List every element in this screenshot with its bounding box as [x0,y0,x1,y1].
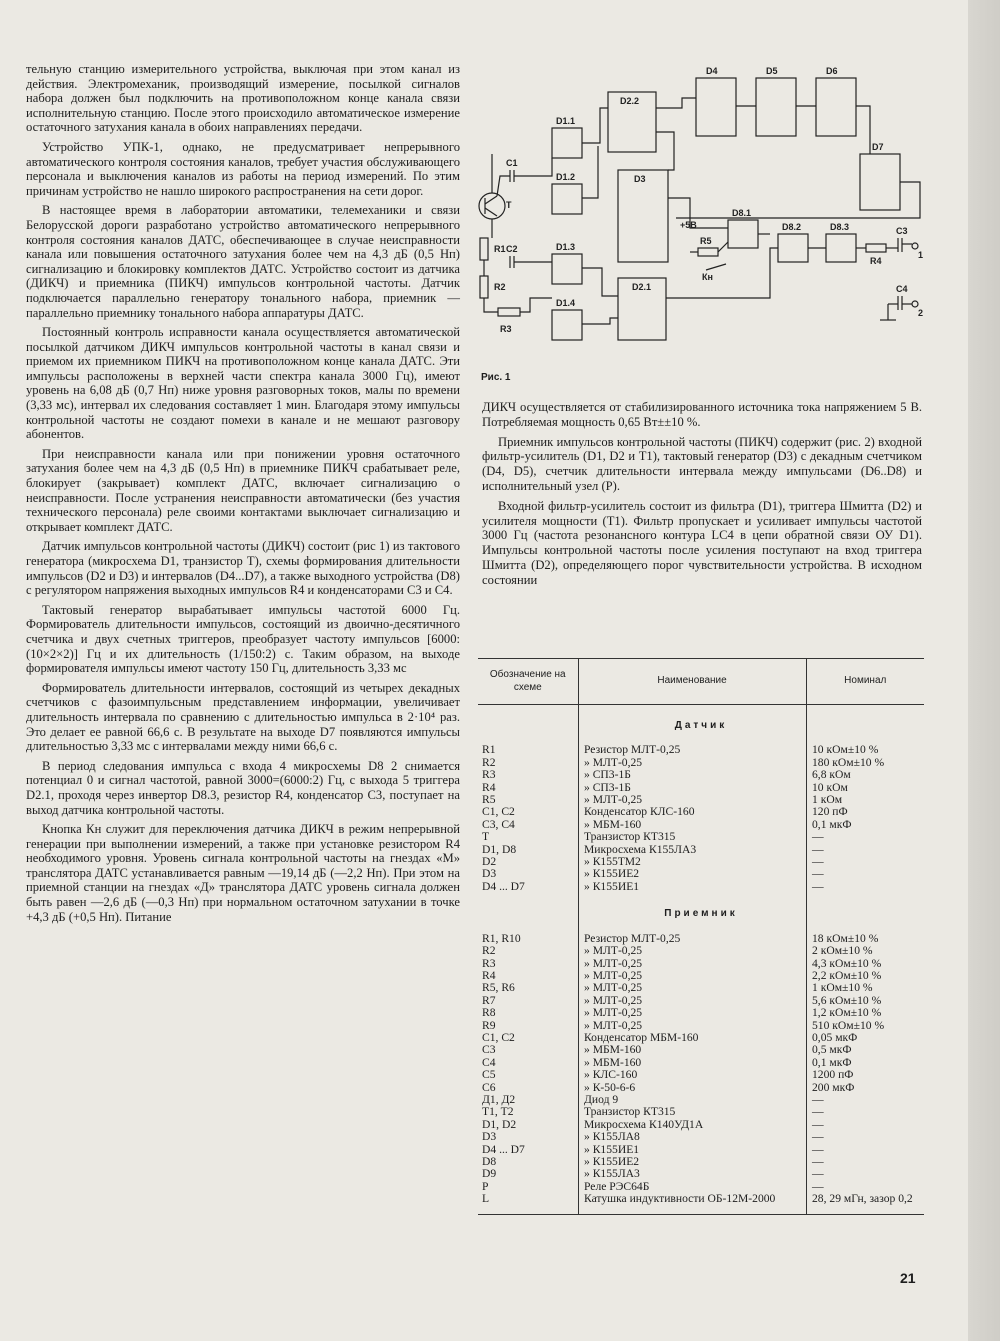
cell-name: » СП3-1Б [584,768,631,782]
cell-name: » МЛТ-0,25 [584,1018,643,1032]
cell-nominal: — [812,842,824,856]
r2-symbol [480,276,488,298]
cell-nominal: 2 кОм±10 % [812,944,873,958]
gate-d83 [826,234,856,262]
table-row [478,1094,924,1106]
cell-name: » МЛТ-0,25 [584,944,643,958]
cell-designation: R5, R6 [482,981,515,995]
cell-designation: R1, R10 [482,931,521,945]
label-d83: D8.3 [830,222,850,232]
right-text-column [482,400,922,593]
table-row [478,945,924,957]
cell-name: Транзистор КТ315 [584,1105,676,1119]
figure-caption: Рис. 1 [481,372,511,383]
table-row [478,1193,924,1205]
label-c3: C3 [896,226,908,236]
cell-nominal: — [812,1179,824,1193]
cell-name: » МЛТ-0,25 [584,793,643,807]
cell-designation: D3 [482,867,497,881]
paragraph: Тактовый генератор вырабатывает импульсы частотой 6000 Гц. Формирователь длительности импульсов, состоящий из двоично-десятичного счетчика и двух счетных триггеров, преобразует частоту импульсов [6000:(10×2×2)] Гц и их длительность (1/150:2) с. Таким образом, на выходе формирователя импульсы имеют частоту 150 Гц, длительность 3,33 мс [26,602,460,676]
cell-nominal: — [812,1142,824,1156]
cell-name: Реле РЭС64Б [584,1179,650,1193]
table-row [478,982,924,994]
cell-name: Микросхема К155ЛА3 [584,842,697,856]
cell-designation: D1, D8 [482,842,517,856]
gate-d82 [778,234,808,262]
label-r5: R5 [700,236,712,246]
cell-nominal: 1 кОм [812,793,843,807]
label-d22: D2.2 [620,96,640,106]
cell-name: » СП3-1Б [584,780,631,794]
cell-nominal: 2,2 кОм±10 % [812,968,882,982]
cell-name: » МБМ-160 [584,1043,642,1057]
label-d5: D5 [766,66,778,76]
counter-d7 [860,154,900,210]
label-r4: R4 [870,256,882,266]
label-d3: D3 [634,174,646,184]
label-r1: R1 [494,244,506,254]
table-row [478,1119,924,1131]
gate-d14 [552,310,582,340]
header-name: Наименование [579,659,807,704]
cell-nominal: — [812,1105,824,1119]
paragraph: Кнопка Кн служит для переключения датчика ДИКЧ в режим непрерывной генерации при выполнении измерений, а также при установке резистором R4 необходимого уровня. Уровень сигнала контрольной частоты на гнездах «М» транслятора ДАТС устанавливается равным —19,14 дБ (—2,2 Нп). При этом на приемной станции на гнездах «Д» транслятора ДАТС уровень сигнала должен быть равен —2,6 дБ (—0,3 Нп) при нормальном остаточном затухании в точке +4,3 дБ (+0,5 Нп). Питание [26,822,460,924]
label-d12: D1.2 [556,172,576,182]
label-d82: D8.2 [782,222,802,232]
cell-nominal: 510 кОм±10 % [812,1018,885,1032]
table-row [478,794,924,806]
cell-designation: R1 [482,743,496,757]
table-row [478,1106,924,1118]
cell-designation: Т [482,830,490,844]
cell-nominal: 1 кОм±10 % [812,981,873,995]
cell-name: Конденсатор КЛС-160 [584,805,695,819]
cell-name: » МБМ-160 [584,817,642,831]
cell-nominal: 0,1 мкФ [812,1055,852,1069]
label-out1: 1 [918,250,924,260]
cell-designation: R3 [482,956,496,970]
paragraph: ДИКЧ осуществляется от стабилизированного источника тока напряжением 5 В. Потребляемая мощность 0,65 Вт±±10 %. [482,400,922,429]
table-row [478,782,924,794]
cell-designation: Р [482,1179,489,1193]
cell-name: » К155ЛА3 [584,1167,640,1181]
table-row [478,757,924,769]
label-d21: D2.1 [632,282,652,292]
table-section-title: Датчик [674,720,728,731]
cell-name: » К155ИЕ1 [584,1142,640,1156]
paragraph: Входной фильтр-усилитель состоит из фильтра (D1), триггера Шмитта (D2) и усилителя мощности (Т1). Фильтр пропускает и усиливает импульсы частотой 3000 Гц (частота резонансного контура LC4 в цепи обратной связи ОУ D1). Импульсы контрольной частоты после усиления поступают на вход триггера Шмитта (D2), определяющего порог чувствительности устройства. В исходном состоянии [482,498,922,587]
r5-symbol [698,248,718,256]
page-edge-shadow [968,0,1000,1341]
label-d81: D8.1 [732,208,752,218]
cell-nominal: 10 кОм±10 % [812,743,879,757]
cell-nominal: 1,2 кОм±10 % [812,1006,882,1020]
cell-nominal: — [812,1167,824,1181]
label-d14: D1.4 [556,298,576,308]
cell-nominal: 0,5 мкФ [812,1043,852,1057]
table-row [478,744,924,756]
cell-designation: R8 [482,1006,496,1020]
cell-designation: R7 [482,993,496,1007]
cell-name: » МЛТ-0,25 [584,981,643,995]
cell-designation: С1, С2 [482,805,515,819]
table-row [478,1144,924,1156]
cell-nominal: 180 кОм±10 % [812,755,885,769]
cell-designation: R5 [482,793,496,807]
label-t: T [506,200,512,210]
circuit-diagram [470,58,940,370]
cell-designation: D9 [482,1167,497,1181]
cell-designation: D4 ... D7 [482,879,525,893]
r4-symbol [866,244,886,252]
counter-d4 [696,78,736,136]
label-d13: D1.3 [556,242,576,252]
table-row [478,1168,924,1180]
cell-nominal: 200 мкФ [812,1080,855,1094]
cell-nominal: 120 пФ [812,805,848,819]
label-c2: C2 [506,244,518,254]
cell-nominal: — [812,867,824,881]
components-table [478,658,924,1215]
page-number: 21 [900,1270,916,1286]
table-row [478,1032,924,1044]
cell-designation: D8 [482,1155,497,1168]
cell-designation: С1, С2 [482,1030,515,1044]
cell-name: » К155ЛА8 [584,1130,640,1144]
cell-designation: D2 [482,855,497,869]
cell-nominal: — [812,1092,824,1106]
table-body [478,705,924,1215]
label-kn: Кн [702,272,713,282]
cell-designation: D4 ... D7 [482,1142,525,1156]
cell-designation: С6 [482,1080,496,1094]
cell-name: » К-50-6-6 [584,1080,636,1094]
cell-nominal: 0,05 мкФ [812,1030,858,1044]
cell-name: » МБМ-160 [584,1055,642,1069]
cell-name: Микросхема К140УД1А [584,1117,704,1131]
header-designation: Обозначение на схеме [478,659,579,704]
table-row [478,868,924,880]
table-row [478,1057,924,1069]
label-out2: 2 [918,308,924,318]
cell-designation: С3 [482,1043,496,1057]
cell-name: Конденсатор МБМ-160 [584,1030,699,1044]
paragraph: При неисправности канала или при понижении уровня остаточного затухания более чем на 4,3 дБ (0,5 Нп) в приемнике ПИКЧ срабатывает реле, блокирует (закрывает) комплект ДАТС, включает сигнализацию о неисправности. После устранения неисправности автоматически (без участия технического персонала) реле своими контактами выключает сигнализацию и открывает комплект ДАТС. [26,446,460,534]
label-r3: R3 [500,324,512,334]
paragraph: Постоянный контроль исправности канала осуществляется автоматической посылкой датчиком ДИКЧ импульсов контрольной частоты в канал связи и приемом их приемником ПИКЧ на противоположном конце канала ДАТС. Эти импульсы расположены в верхней части спектра канала 3000 Гц), имеют уровень на 6,08 дБ (0,7 Нп) ниже уровня разговорных токов, малы по времени (3,33 мс), интервал их следования составляет 1 мин. Благодаря этому импульсы контрольной частоты не создают помехи в канале и не мешают разговору абонентов. [26,325,460,442]
counter-d5 [756,78,796,136]
paragraph: Формирователь длительности интервалов, состоящий из четырех декадных счетчиков с фазоимпульсным представлением информации, увеличивает длительность интервала по сравнению с длительностью импульса в 2·10⁴ раз. Это делает ее равной 66,6 с. В результате на выходе D7 появляются импульсы длительностью 3,33 мс с интервалами между ними 66,6 с. [26,680,460,754]
cell-nominal: 6,8 кОм [812,768,851,782]
table-row [478,769,924,781]
table-row [478,806,924,818]
r3-symbol [498,308,520,316]
table-row [478,1020,924,1032]
cell-nominal: 1200 пФ [812,1068,854,1082]
table-row [478,1156,924,1168]
label-d7: D7 [872,142,884,152]
cell-name: » МЛТ-0,25 [584,993,643,1007]
cell-designation: Д1, Д2 [482,1092,516,1106]
cell-name: » К155ИЕ2 [584,867,640,881]
gate-d13 [552,254,582,284]
label-plus5v: +5В [680,220,697,230]
paragraph: тельную станцию измерительного устройства, выключая при этом канал из действия. Электромеханик, производящий измерение, посылкой сигналов набора должен был подключить на противоположном конце канала связи исполнительную станцию. После этого происходило автоматическое измерение остаточного затухания канала в обоих направлениях передачи. [26,62,460,135]
paragraph: Приемник импульсов контрольной частоты (ПИКЧ) содержит (рис. 2) входной фильтр-усилитель (D1, D2 и Т1), тактовый генератор (D3) с декадным счетчиком (D4, D5), счетчик длительности интервала между импульсами (D6..D8) и исполнительный узел (Р). [482,434,922,493]
counter-d6 [816,78,856,136]
cell-name: Резистор МЛТ-0,25 [584,931,681,945]
table-row [478,1069,924,1081]
label-d11: D1.1 [556,116,576,126]
paragraph: Датчик импульсов контрольной частоты (ДИКЧ) состоит (рис 1) из тактового генератора (микросхема D1, транзистор Т), схемы формирования длительности импульсов (D2 и D3) и интервалов (D4...D7), а также выходного устройства (D8) с регулятором напряжения выходных импульсов R4 и конденсаторами С3 и С4. [26,539,460,598]
table-section-title: Приемник [664,908,738,920]
cell-name: » К155ТМ2 [584,855,641,869]
table-row [478,831,924,843]
cell-designation: С4 [482,1055,496,1069]
left-text-column [26,62,460,929]
r1-symbol [480,238,488,260]
cell-designation: D1, D2 [482,1117,517,1131]
cell-nominal: 18 кОм±10 % [812,931,879,945]
table-row [478,1007,924,1019]
header-nominal: Номинал [844,675,887,687]
label-d4: D4 [706,66,718,76]
gate-d11 [552,128,582,158]
cell-nominal: 10 кОм [812,780,848,794]
cell-nominal: — [812,879,824,893]
cell-designation: D3 [482,1130,497,1144]
cell-nominal: 28, 29 мГн, зазор 0,2 [812,1192,913,1206]
label-c4: C4 [896,284,908,294]
cell-designation: С5 [482,1068,496,1082]
transistor-symbol [479,193,505,219]
cell-name: » К155ИЕ1 [584,879,640,893]
cell-name: Транзистор КТ315 [584,830,676,844]
cell-nominal: — [812,1130,824,1144]
cell-name: Катушка индуктивности ОБ-12М-2000 [584,1192,776,1206]
table-row [478,1131,924,1143]
paragraph: В период следования импульса с входа 4 микросхемы D8 2 снимается потенциал 0 и сигнал частотой, равной 3000=(6000:2) Гц, с выхода 5 триггера D2.1, проходя через инвертор D8.3, резистор R4, конденсатор С3, поступает на выход датчика контрольной частоты. [26,758,460,817]
table-row [478,881,924,893]
cell-name: Диод 9 [584,1092,619,1106]
label-r2: R2 [494,282,506,292]
gate-d12 [552,184,582,214]
cell-nominal: — [812,1155,824,1168]
cell-designation: R2 [482,755,496,769]
label-d6: D6 [826,66,838,76]
paragraph: Устройство УПК-1, однако, не предусматривает непрерывного автоматического контроля состояния каналов, требует участия обслуживающего персонала и выключения каналов из работы на период измерений. По этим причинам устройство не нашло широкого распространения на сети дорог. [26,139,460,198]
cell-nominal: 5,6 кОм±10 % [812,993,882,1007]
cell-name: » МЛТ-0,25 [584,755,643,769]
cell-designation: R4 [482,968,496,982]
cell-name: » МЛТ-0,25 [584,968,643,982]
cell-nominal: — [812,855,824,869]
cell-designation: R9 [482,1018,496,1032]
cell-name: » МЛТ-0,25 [584,956,643,970]
cell-name: » КЛС-160 [584,1068,638,1082]
cell-designation: R4 [482,780,496,794]
cell-designation: R2 [482,944,496,958]
table-row [478,1082,924,1094]
cell-nominal: 0,1 мкФ [812,817,852,831]
table-row [478,844,924,856]
cell-name: » МЛТ-0,25 [584,1006,643,1020]
cell-name: » К155ИЕ2 [584,1155,640,1168]
cell-designation: Т1, Т2 [482,1105,514,1119]
gate-d81 [728,220,758,248]
cell-nominal: — [812,1117,824,1131]
cell-designation: R3 [482,768,496,782]
table-header [478,658,924,705]
cell-name: Резистор МЛТ-0,25 [584,743,681,757]
table-row [478,1044,924,1056]
cell-nominal: — [812,830,824,844]
cell-nominal: 4,3 кОм±10 % [812,956,882,970]
label-c1: C1 [506,158,518,168]
table-row [478,819,924,831]
paragraph: В настоящее время в лаборатории автоматики, телемеханики и связи Белорусской дороги разработано устройство автоматического непрерывного контроля состояния каналов ДАТС, обеспечивающее в случае неисправности канала или повышения остаточного затухания более чем на 4,3 дБ (0,5 Нп) сигнализацию и блокировку комплектов ДАТС. Устройство состоит из датчика (ДИКЧ) и приемника (ПИКЧ) импульсов контрольной частоты. Датчик подключается параллельно генератору тонального набора, приемник — параллельно приемнику тонального набора аппаратуры ДАТС. [26,203,460,320]
cell-designation: С3, С4 [482,817,515,831]
table-row [478,856,924,868]
cell-designation: L [482,1192,490,1206]
